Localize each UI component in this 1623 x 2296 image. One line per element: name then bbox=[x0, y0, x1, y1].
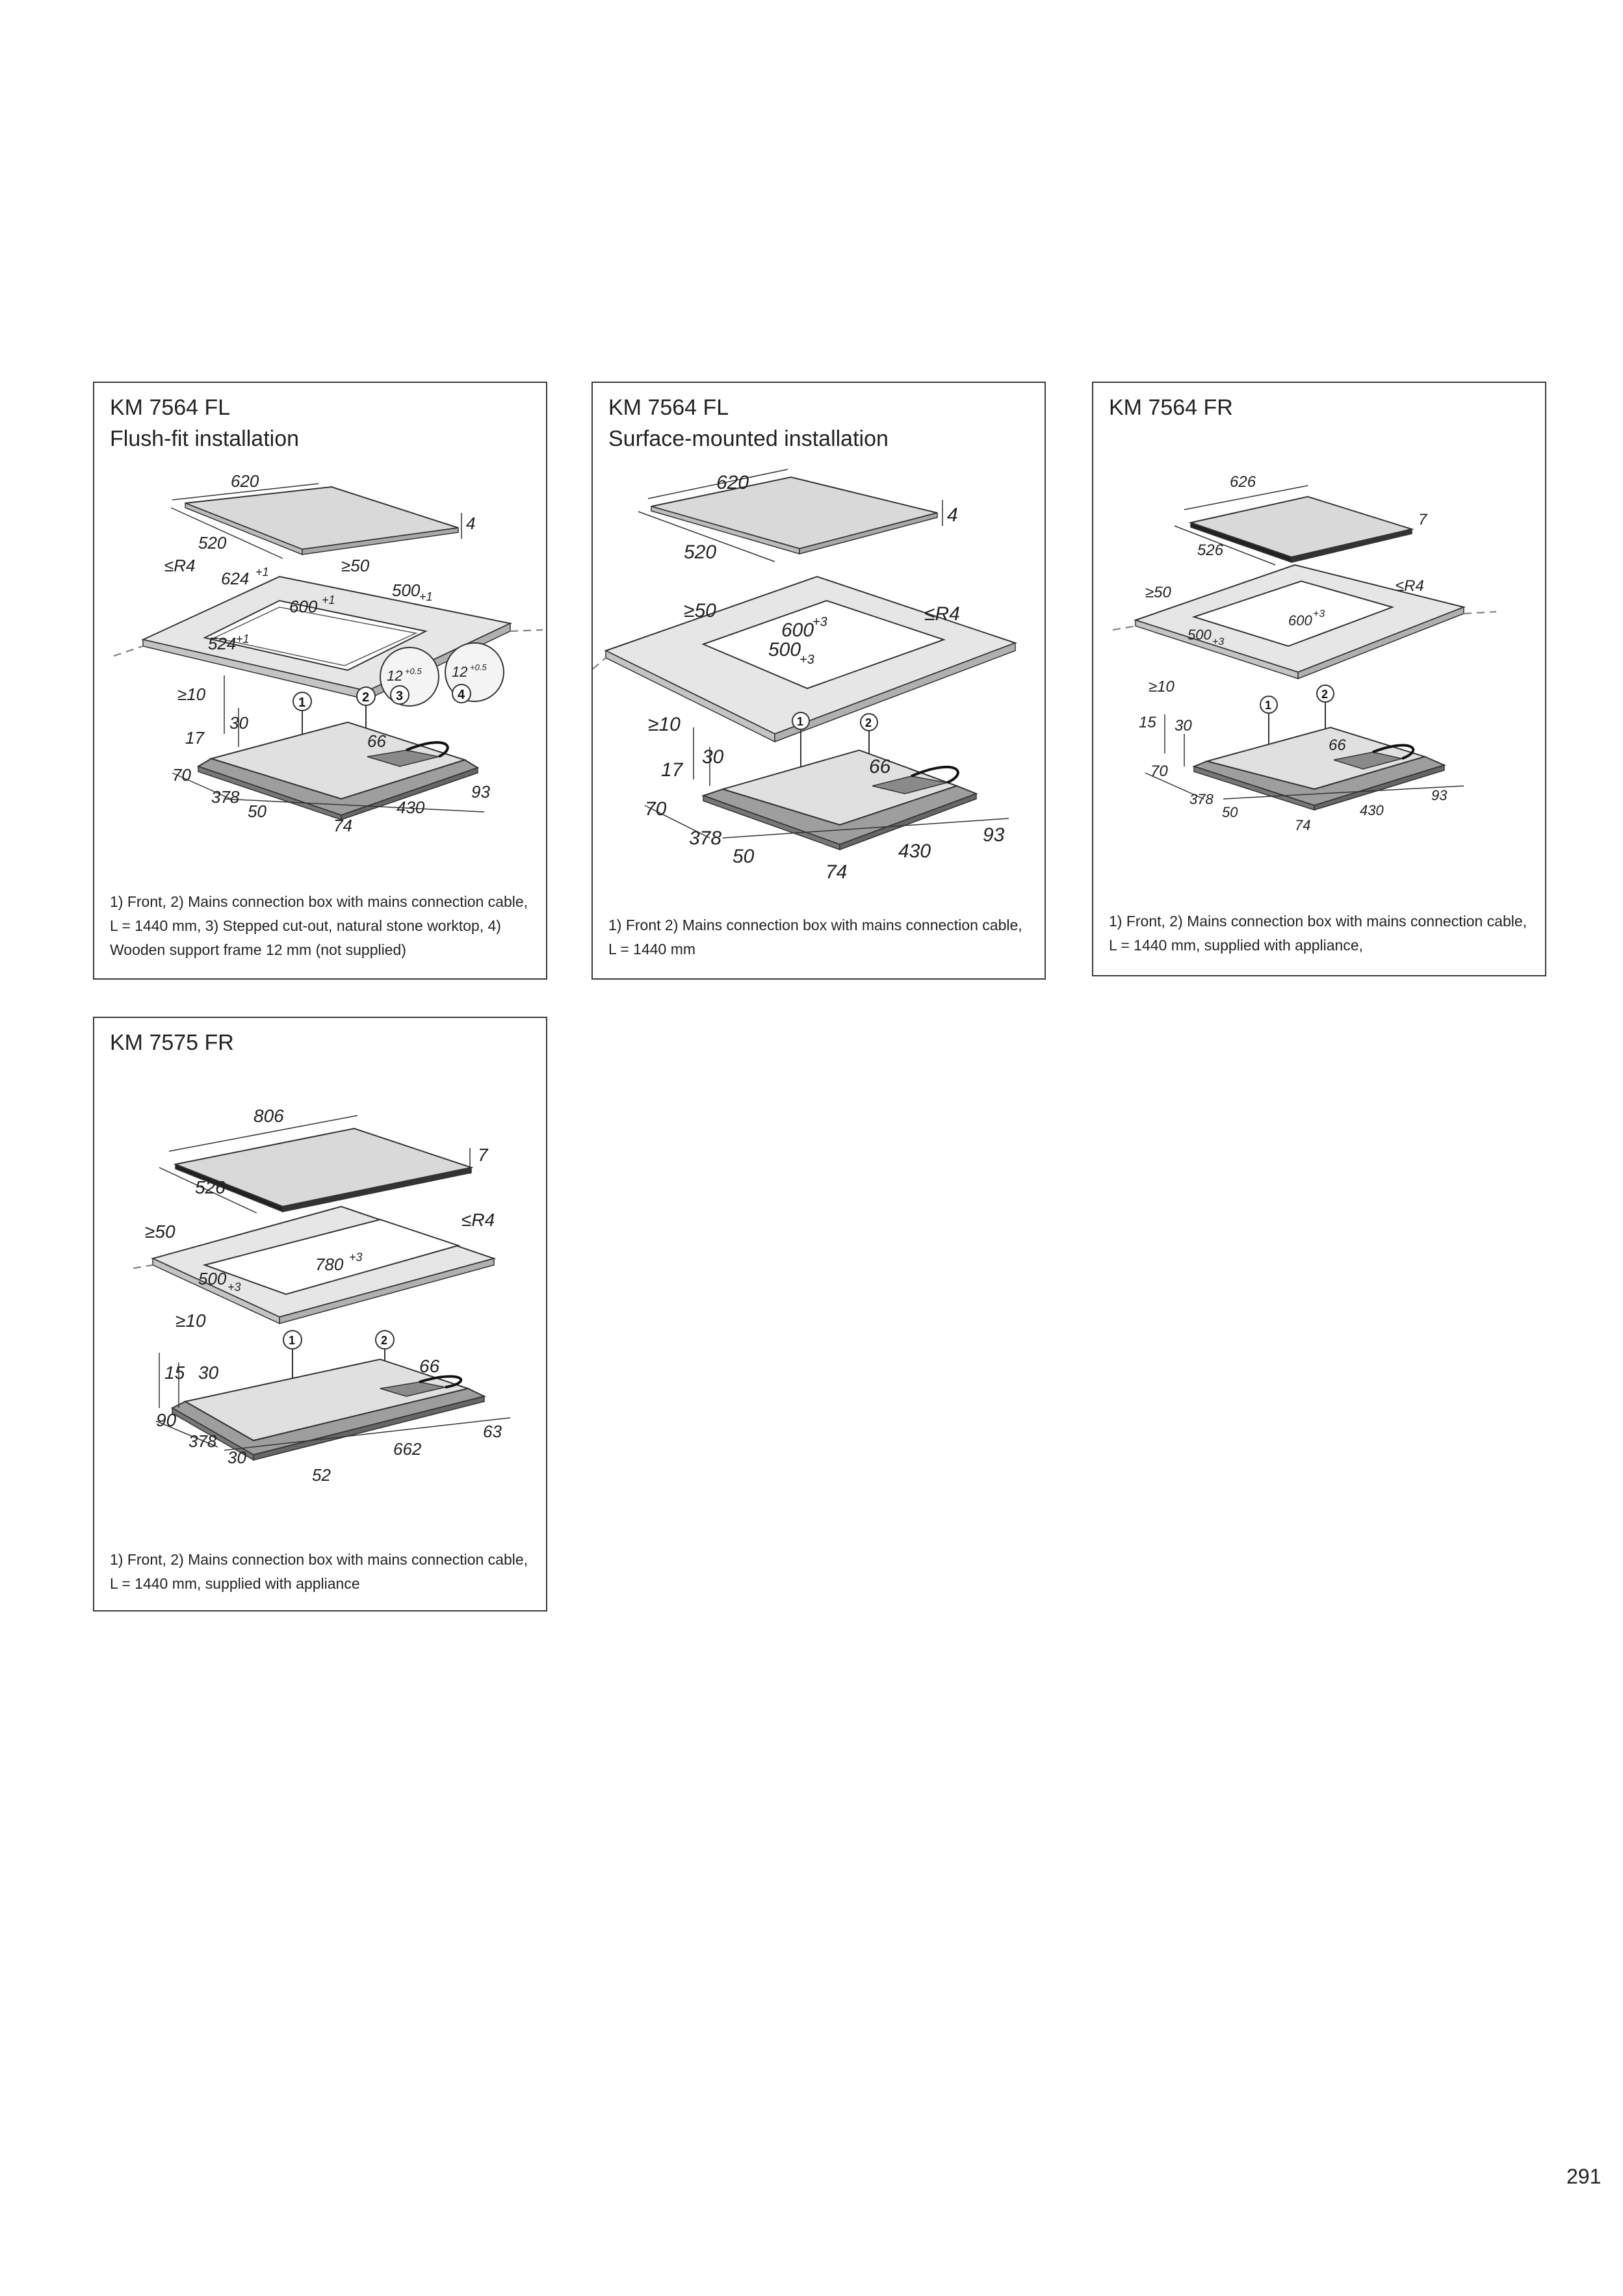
callout-2: 2 bbox=[362, 690, 370, 705]
outer-depth-tol: +1 bbox=[236, 633, 250, 646]
callout-1: 1 bbox=[298, 696, 306, 710]
d74-label: 74 bbox=[333, 816, 352, 835]
d662-label: 662 bbox=[393, 1439, 422, 1459]
min-back-label: ≥50 bbox=[1145, 584, 1171, 601]
cut-width-label: 600 bbox=[781, 620, 814, 641]
cut-depth-tol: +3 bbox=[799, 653, 814, 667]
callout-1: 1 bbox=[289, 1334, 296, 1347]
front-label: 90 bbox=[156, 1410, 177, 1430]
step2-tol: +0.5 bbox=[470, 662, 487, 672]
figure-caption: 1) Front 2) Mains connection box with mains connection cable, L = 1440 mm bbox=[608, 917, 1022, 958]
radius-label: ≤R4 bbox=[461, 1210, 495, 1230]
min-back-label: ≥50 bbox=[684, 600, 716, 621]
d50-label: 50 bbox=[1222, 804, 1238, 820]
radius-label: ≤R4 bbox=[164, 556, 196, 575]
front-label: 70 bbox=[1150, 763, 1168, 780]
d93-label: 93 bbox=[471, 782, 490, 802]
hob-height-label: 4 bbox=[466, 514, 476, 533]
hob-depth-label: 526 bbox=[1197, 541, 1224, 559]
d378-label: 378 bbox=[211, 787, 240, 807]
hob-width-label: 626 bbox=[1230, 473, 1256, 491]
d52-label: 52 bbox=[312, 1465, 331, 1485]
d74-label: 74 bbox=[825, 861, 848, 883]
hob-depth-label: 520 bbox=[684, 541, 717, 563]
figure-caption: 1) Front, 2) Mains connection box with mains connection cable, L = 1440 mm, supplied with appliance bbox=[110, 1551, 528, 1592]
d430-label: 430 bbox=[396, 798, 425, 817]
model-name: KM 7564 FL bbox=[608, 395, 729, 420]
hob-width-label: 620 bbox=[716, 472, 749, 493]
box-label: 66 bbox=[1329, 737, 1346, 754]
cut-depth-label: 500 bbox=[1188, 627, 1212, 643]
installation-diagram bbox=[593, 383, 1047, 981]
d50-label: 50 bbox=[733, 846, 755, 867]
d378-label: 378 bbox=[188, 1431, 217, 1451]
callout-4: 4 bbox=[458, 688, 465, 702]
figure-caption: 1) Front, 2) Mains connection box with mains connection cable, L = 1440 mm, supplied with appliance, bbox=[1109, 913, 1527, 954]
cut-depth-tol: +3 bbox=[227, 1281, 241, 1294]
d30-label: 30 bbox=[227, 1448, 246, 1467]
cut-depth-tol: +3 bbox=[1212, 636, 1225, 647]
step1-tol: +0.5 bbox=[405, 666, 422, 676]
installation-type: Surface-mounted installation bbox=[608, 426, 889, 451]
min-gap-label: ≥10 bbox=[1149, 678, 1175, 696]
left-height-label: 15 bbox=[1139, 714, 1156, 731]
panel-km7564fl-flush bbox=[93, 382, 547, 980]
panel-km7575fr bbox=[93, 1017, 547, 1611]
depth-label: 30 bbox=[198, 1363, 219, 1383]
callout-3: 3 bbox=[396, 689, 404, 703]
left-height-label: 17 bbox=[661, 759, 683, 781]
hob-width-label: 806 bbox=[253, 1106, 284, 1126]
hob-height-label: 7 bbox=[1418, 511, 1427, 528]
depth-label: 30 bbox=[1175, 717, 1192, 735]
min-gap-label: ≥10 bbox=[177, 685, 206, 704]
cut-width-label: 600 bbox=[289, 597, 318, 616]
outer-width-label: 624 bbox=[221, 569, 250, 588]
min-gap-label: ≥10 bbox=[648, 714, 681, 735]
d93-label: 93 bbox=[1431, 787, 1448, 803]
callout-2: 2 bbox=[381, 1334, 388, 1347]
d74-label: 74 bbox=[1295, 817, 1311, 833]
d378-label: 378 bbox=[689, 828, 722, 849]
hob-depth-label: 520 bbox=[198, 533, 227, 553]
depth-label: 30 bbox=[229, 713, 248, 733]
cut-depth-label: 500 bbox=[392, 581, 421, 600]
figure-caption: 1) Front, 2) Mains connection box with mains connection cable, L = 1440 mm, 3) Stepped cut-out, natural stone worktop, 4) Wooden support frame 12 mm (not supplied) bbox=[110, 893, 528, 958]
d430-label: 430 bbox=[1360, 802, 1384, 818]
cut-depth-tol: +1 bbox=[419, 590, 433, 603]
cut-width-label: 780 bbox=[315, 1255, 344, 1274]
cut-depth-label: 500 bbox=[768, 639, 801, 660]
cut-width-tol: +3 bbox=[349, 1251, 363, 1264]
panel-title bbox=[110, 392, 299, 454]
hob-height-label: 7 bbox=[478, 1145, 488, 1165]
panel-title bbox=[1109, 392, 1233, 423]
cut-width-label: 600 bbox=[1288, 612, 1312, 629]
left-height-label: 17 bbox=[185, 728, 204, 748]
cut-depth-label: 500 bbox=[198, 1269, 227, 1288]
step2-label: 12 bbox=[452, 664, 468, 680]
d93-label: 93 bbox=[983, 824, 1005, 846]
min-gap-label: ≥10 bbox=[175, 1311, 206, 1331]
min-back-label: ≥50 bbox=[341, 556, 370, 575]
panel-title bbox=[608, 392, 889, 454]
panel-title bbox=[110, 1027, 234, 1058]
cut-width-tol: +3 bbox=[1313, 608, 1325, 620]
d378-label: 378 bbox=[1189, 791, 1214, 807]
callout-1: 1 bbox=[797, 715, 804, 728]
panel-km7564fr bbox=[1092, 382, 1546, 976]
cut-width-tol: +1 bbox=[322, 594, 335, 607]
d430-label: 430 bbox=[898, 841, 931, 862]
hob-width-label: 620 bbox=[231, 471, 259, 491]
callout-2: 2 bbox=[865, 716, 872, 729]
cut-width-tol: +3 bbox=[812, 615, 827, 629]
d50-label: 50 bbox=[248, 802, 266, 821]
outer-width-tol: +1 bbox=[255, 566, 269, 579]
panel-km7564fl-surface bbox=[591, 382, 1046, 980]
callout-2: 2 bbox=[1321, 688, 1329, 701]
hob-depth-label: 526 bbox=[195, 1177, 226, 1197]
installation-diagram bbox=[94, 1018, 549, 1613]
front-label: 70 bbox=[645, 798, 667, 820]
box-label: 66 bbox=[419, 1356, 440, 1376]
box-label: 66 bbox=[869, 756, 891, 777]
model-name: KM 7564 FR bbox=[1109, 395, 1233, 420]
radius-label: ≤R4 bbox=[1396, 577, 1424, 595]
installation-diagram bbox=[1093, 383, 1548, 978]
model-name: KM 7564 FL bbox=[110, 395, 231, 420]
radius-label: ≤R4 bbox=[924, 603, 960, 625]
d63-label: 63 bbox=[483, 1422, 502, 1441]
box-label: 66 bbox=[367, 731, 386, 751]
installation-type: Flush-fit installation bbox=[110, 426, 300, 451]
min-back-label: ≥50 bbox=[145, 1221, 175, 1242]
front-label: 70 bbox=[172, 765, 191, 785]
model-name: KM 7575 FR bbox=[110, 1030, 234, 1055]
left-height-label: 15 bbox=[164, 1363, 185, 1383]
outer-depth-label: 524 bbox=[208, 634, 237, 653]
depth-label: 30 bbox=[702, 746, 724, 768]
page-number: 291 bbox=[1566, 2165, 1602, 2188]
callout-1: 1 bbox=[1265, 699, 1272, 712]
step1-label: 12 bbox=[387, 668, 403, 684]
hob-height-label: 4 bbox=[947, 504, 958, 526]
